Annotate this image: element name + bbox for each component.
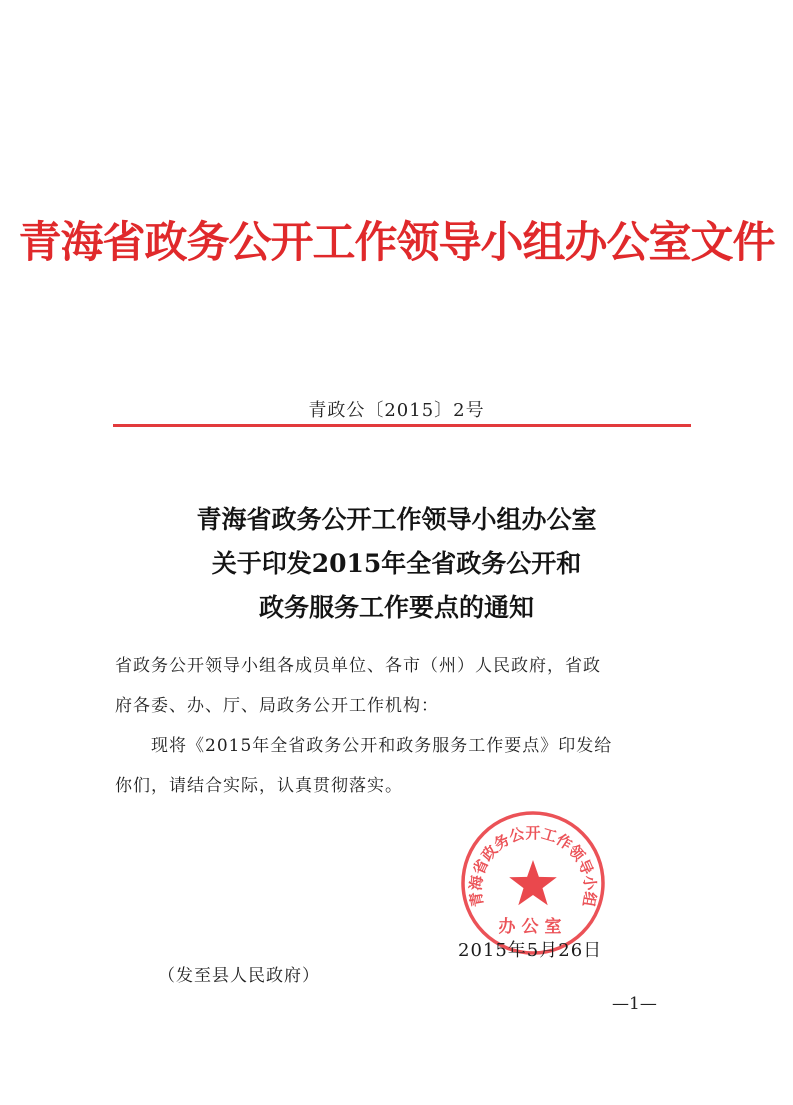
issuing-org-title: 青海省政务公开工作领导小组办公室文件 [18,218,775,268]
body-paragraph-line-2: 你们，请结合实际，认真贯彻落实。 [115,776,403,796]
notice-title [0,498,793,630]
title-line-1: 青海省政务公开工作领导小组办公室 [196,505,597,534]
body-paragraph-line-1: 现将《2015年全省政务公开和政务服务工作要点》印发给 [151,736,613,756]
seal-arc-text: 青海省政务公开工作领导小组 [466,823,600,909]
title-line-2: 关于印发2015年全省政务公开和 [211,549,582,578]
page-number: —1— [612,994,657,1014]
document-number: 青政公〔2015〕2号 [308,400,485,421]
title-line-3: 政务服务工作要点的通知 [258,593,534,622]
notice-body [115,646,695,806]
salutation-line-2: 府各委、办、厅、局政务公开工作机构： [115,696,439,716]
issue-date: 2015年5月26日 [458,940,603,961]
star-icon [509,860,557,905]
red-divider-line [113,424,691,427]
salutation-line-1: 省政务公开领导小组各成员单位、各市（州）人民政府，省政 [115,656,601,676]
seal-bottom-text: 办公室 [498,917,568,937]
distribution-note: （发至县人民政府） [158,966,320,986]
